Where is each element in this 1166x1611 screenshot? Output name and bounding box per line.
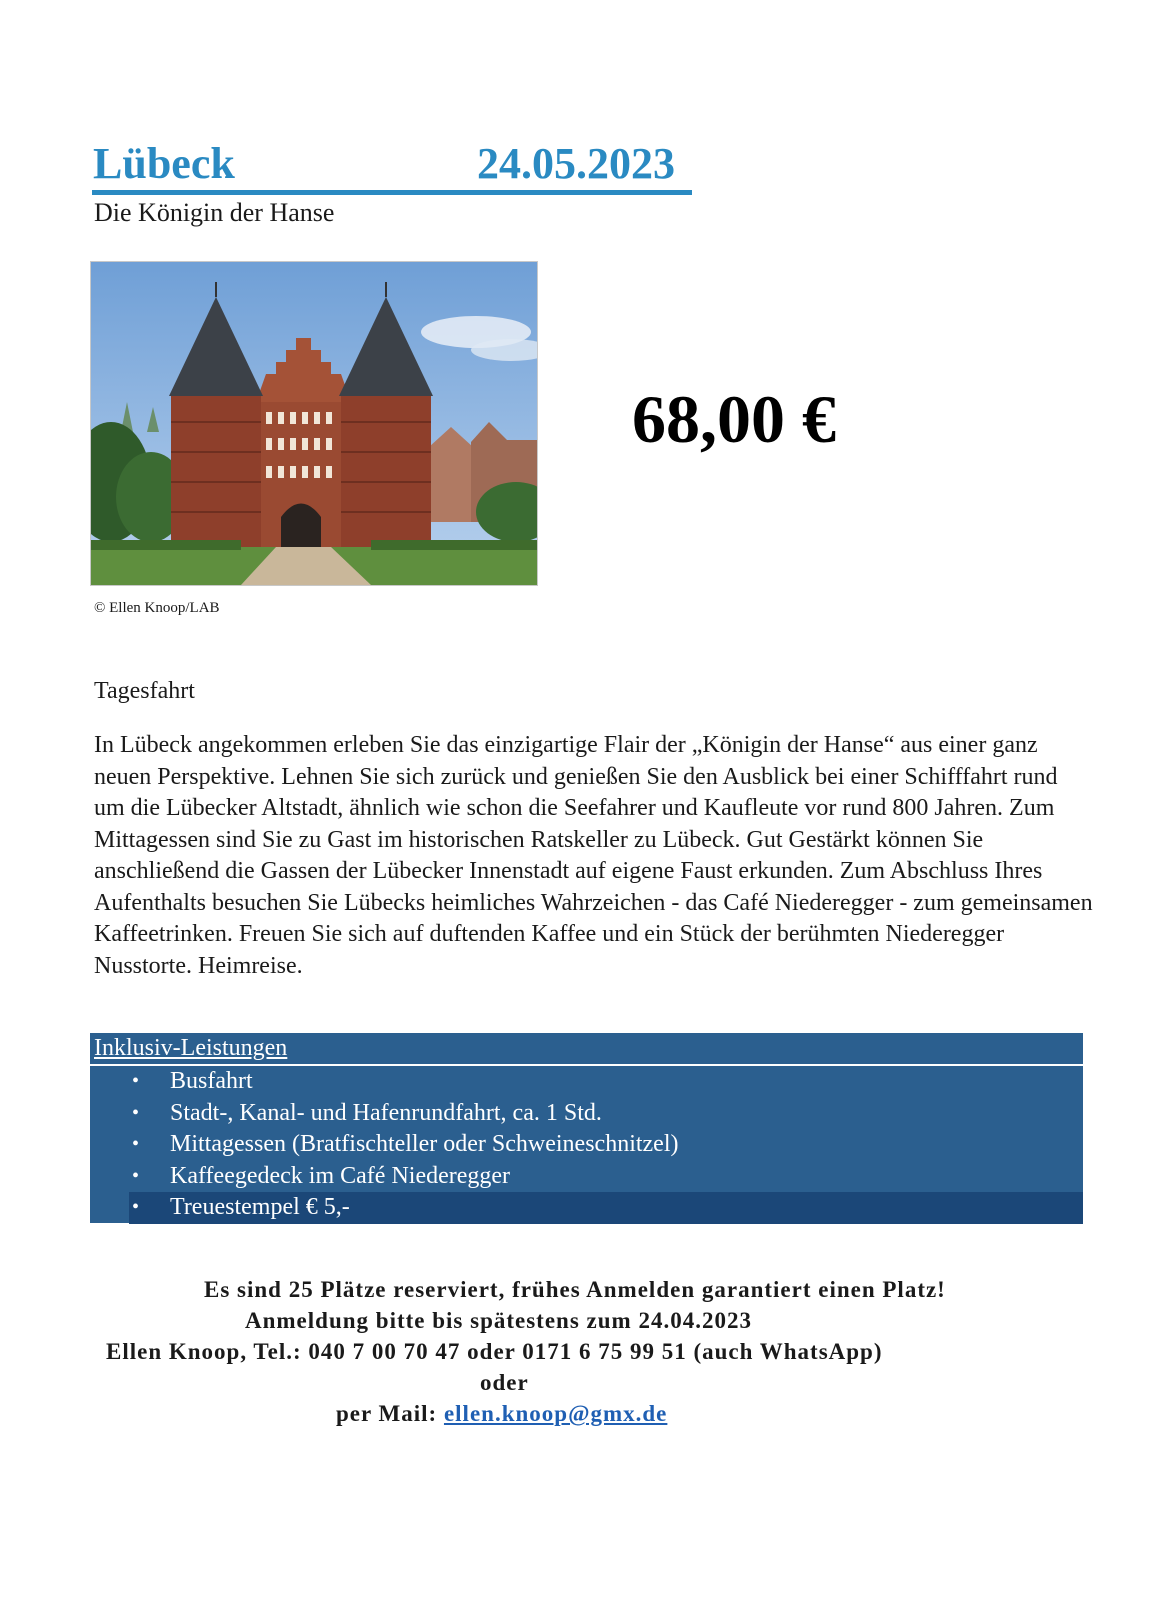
bullet-icon: •	[132, 1164, 140, 1187]
list-item-label: Treuestempel € 5,-	[170, 1194, 350, 1220]
mail-prefix: per Mail:	[336, 1401, 438, 1426]
bullet-icon: •	[132, 1070, 140, 1092]
title-date: 24.05.2023	[477, 139, 675, 188]
list-item-label: Mittagessen (Bratfischteller oder Schweineschnitzel)	[170, 1131, 679, 1157]
email-link[interactable]: ellen.knoop@gmx.de	[443, 1401, 668, 1426]
bullet-icon: •	[132, 1133, 140, 1155]
holstentor-photo	[90, 261, 538, 586]
subtitle: Die Königin der Hanse	[94, 198, 335, 227]
photo-credit: © Ellen Knoop/LAB	[94, 600, 220, 616]
list-item	[90, 1098, 1083, 1130]
list-item-label: Stadt-, Kanal- und Hafenrundfahrt, ca. 1 Std.	[170, 1099, 602, 1126]
price: 68,00 €	[632, 381, 836, 457]
title-row	[92, 138, 692, 195]
list-item	[90, 1066, 1083, 1098]
inclusive-services-box	[90, 1033, 1083, 1223]
list-item	[90, 1129, 1083, 1161]
trip-type: Tagesfahrt	[94, 678, 195, 704]
contact-phone: Ellen Knoop, Tel.: 040 7 00 70 47 oder 0171 6 75 99 51 (auch WhatsApp)	[106, 1339, 883, 1364]
registration-deadline: Anmeldung bitte bis spätestens zum 24.04.2023	[245, 1308, 752, 1333]
inclusive-services-list	[90, 1066, 1083, 1224]
inclusive-services-title: Inklusiv-Leistungen	[90, 1033, 1083, 1066]
seats-notice: Es sind 25 Plätze reserviert, frühes Anmelden garantiert einen Platz!	[204, 1277, 946, 1302]
mail-line	[336, 1401, 667, 1427]
title-city: Lübeck	[93, 139, 235, 188]
list-item-label: Kaffeegedeck im Café Niederegger	[170, 1162, 511, 1189]
list-item-label: Busfahrt	[170, 1068, 253, 1094]
bullet-icon: •	[132, 1196, 140, 1218]
bullet-icon: •	[132, 1101, 140, 1124]
list-item	[129, 1192, 1083, 1224]
list-item	[90, 1161, 1083, 1193]
trip-description: In Lübeck angekommen erleben Sie das einzigartige Flair der „Königin der Hanse“ aus einer ganz neuen Perspektive. Lehnen Sie sich zurück und genießen Sie den Ausblick bei einer Schifffahrt rund um die Lübecker Altstadt, ähnlich wie schon die Seefahrer und Kaufleute vor rund 800 Jahren. Zum Mittagessen sind Sie zu Gast im historischen Ratskeller zu Lübeck. Gut Gestärkt können Sie anschließend die Gassen der Lübecker Innenstadt auf eigene Faust erkunden. Zum Abschluss Ihres Aufenthalts besuchen Sie Lübecks heimliches Wahrzeichen - das Café Niederegger - zum gemeinsamen Kaffeetrinken. Freuen Sie sich auf duftenden Kaffee und ein Stück der berühmten Niederegger Nusstorte. Heimreise.	[94, 732, 1093, 979]
or-text: oder	[480, 1370, 529, 1395]
